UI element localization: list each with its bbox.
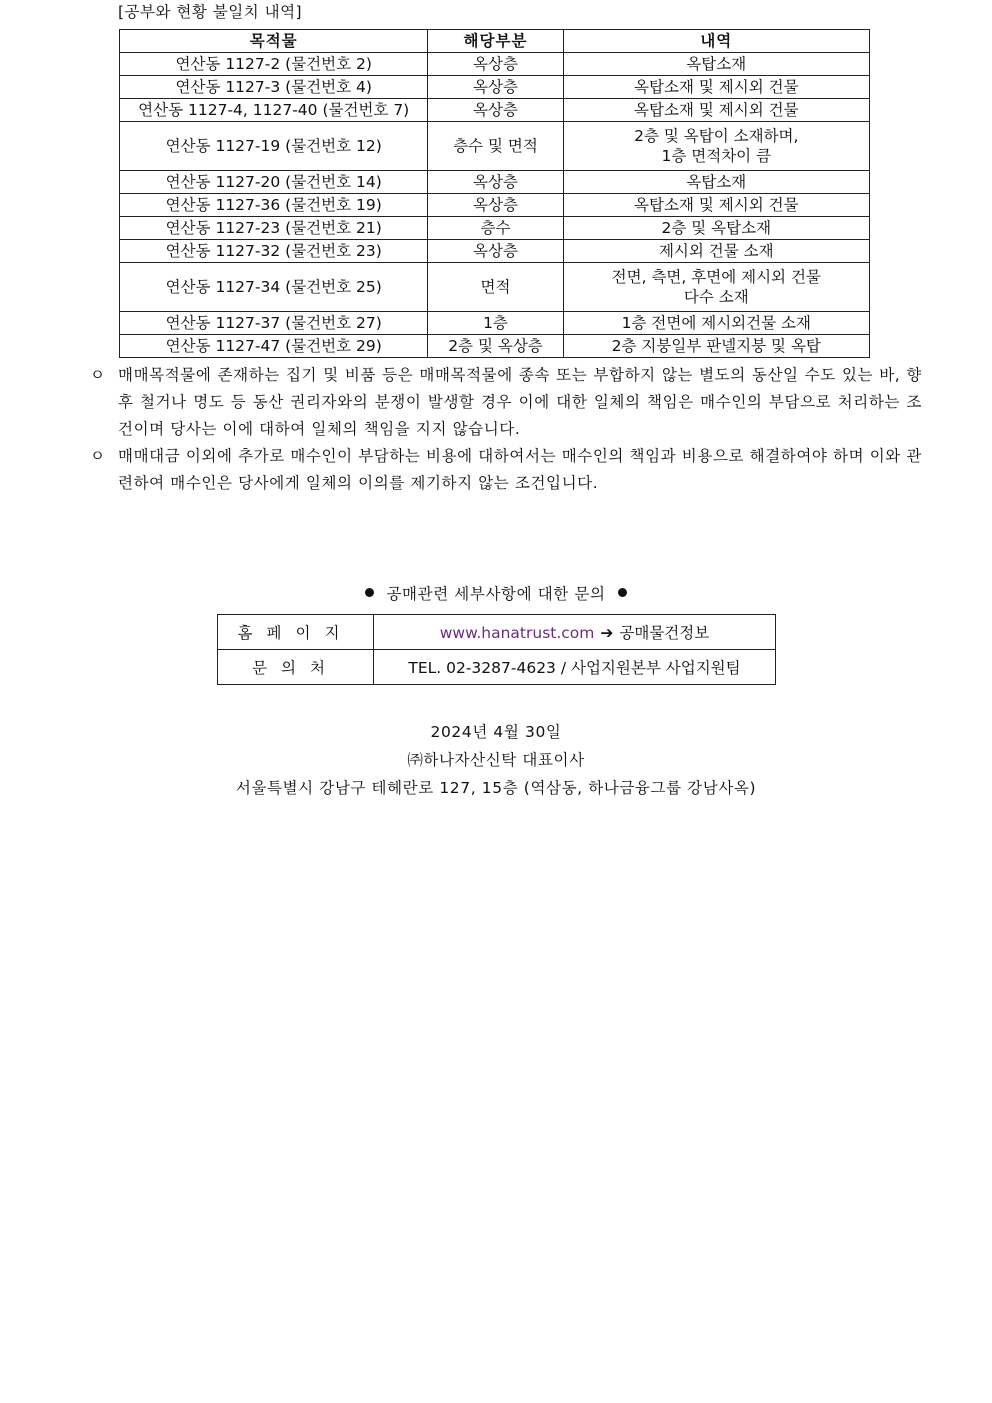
cell-target: 연산동 1127-47 (물건번호 29) [120, 335, 428, 358]
mismatch-table [119, 29, 870, 358]
cell-target: 연산동 1127-37 (물건번호 27) [120, 312, 428, 335]
table-row [120, 240, 870, 263]
contact-label: 문의처 [218, 650, 374, 685]
cell-target: 연산동 1127-34 (물건번호 25) [120, 263, 428, 312]
cell-part: 옥상층 [428, 194, 563, 217]
table-row [120, 194, 870, 217]
contact-table [217, 614, 776, 685]
cell-part: 층수 [428, 217, 563, 240]
table-row [120, 122, 870, 171]
cell-detail-line: 옥탑소재 및 제시외 건물 [634, 196, 799, 214]
table-row [120, 335, 870, 358]
cell-part: 1층 [428, 312, 563, 335]
header-detail: 내역 [563, 30, 869, 53]
cell-detail-line: 2층 지붕일부 판넬지붕 및 옥탑 [611, 337, 821, 355]
note-item [90, 443, 922, 497]
cell-detail [563, 99, 869, 122]
cell-detail [563, 122, 869, 171]
bullet-dot-icon [618, 588, 627, 597]
footer-date: 2024년 4월 30일 [430, 723, 562, 741]
cell-part: 옥상층 [428, 76, 563, 99]
cell-target: 연산동 1127-32 (물건번호 23) [120, 240, 428, 263]
cell-detail [563, 240, 869, 263]
inquiry-title [0, 582, 992, 604]
cell-detail-line: 옥탑소재 및 제시외 건물 [634, 101, 799, 119]
cell-part: 층수 및 면적 [428, 122, 563, 171]
bullet-icon: ㅇ [90, 366, 106, 384]
cell-detail-line: 옥탑소재 및 제시외 건물 [634, 78, 799, 96]
footer-company: ㈜하나자산신탁 대표이사 [407, 751, 585, 769]
cell-part: 옥상층 [428, 240, 563, 263]
contact-row-homepage [218, 615, 776, 650]
table-row [120, 217, 870, 240]
cell-detail-line: 2층 및 옥탑소재 [661, 219, 772, 237]
cell-target: 연산동 1127-3 (물건번호 4) [120, 76, 428, 99]
cell-detail-line: 옥탑소재 [686, 173, 747, 191]
table-body [120, 53, 870, 358]
header-part: 해당부분 [428, 30, 563, 53]
cell-target: 연산동 1127-4, 1127-40 (물건번호 7) [120, 99, 428, 122]
notes [90, 362, 922, 497]
note-text: 매매대금 이외에 추가로 매수인이 부담하는 비용에 대하여서는 매수인의 책임과 비용으로 해결하여야 하며 이와 관련하여 매수인은 당사에게 일체의 이의를 제기하지 않는 조건입니다. [118, 447, 922, 492]
cell-part: 옥상층 [428, 171, 563, 194]
table-row [120, 312, 870, 335]
contact-row-phone [218, 650, 776, 685]
table-row [120, 263, 870, 312]
cell-detail-line: 1층 전면에 제시외건물 소재 [621, 314, 811, 332]
note-item [90, 362, 922, 443]
cell-detail-line: 2층 및 옥탑이 소재하며, [634, 127, 799, 145]
cell-detail-line: 제시외 건물 소재 [658, 242, 774, 260]
table-row [120, 76, 870, 99]
cell-target: 연산동 1127-19 (물건번호 12) [120, 122, 428, 171]
homepage-menu: 공매물건정보 [619, 624, 710, 642]
cell-detail [563, 263, 869, 312]
table-header-row [120, 30, 870, 53]
cell-target: 연산동 1127-20 (물건번호 14) [120, 171, 428, 194]
cell-part: 옥상층 [428, 99, 563, 122]
cell-detail [563, 53, 869, 76]
contact-value: TEL. 02-3287-4623 / 사업지원본부 사업지원팀 [374, 650, 776, 685]
bullet-icon: ㅇ [90, 447, 106, 465]
cell-detail [563, 194, 869, 217]
cell-target: 연산동 1127-36 (물건번호 19) [120, 194, 428, 217]
cell-part: 옥상층 [428, 53, 563, 76]
section-label: [공부와 현황 불일치 내역] [118, 3, 303, 21]
cell-part: 면적 [428, 263, 563, 312]
cell-detail-line: 다수 소재 [683, 288, 749, 306]
arrow-right-icon: ➔ [600, 624, 614, 642]
cell-target: 연산동 1127-2 (물건번호 2) [120, 53, 428, 76]
homepage-label: 홈페이지 [218, 615, 374, 650]
cell-detail [563, 217, 869, 240]
homepage-value [374, 615, 776, 650]
cell-detail-line: 전면, 측면, 후면에 제시외 건물 [611, 268, 821, 286]
homepage-link[interactable]: www.hanatrust.com [439, 624, 595, 642]
cell-detail-line: 옥탑소재 [686, 55, 747, 73]
note-text: 매매목적물에 존재하는 집기 및 비품 등은 매매목적물에 종속 또는 부합하지 않는 별도의 동산일 수도 있는 바, 향후 철거나 명도 등 동산 권리자와의 분쟁이 발생할 경우 이에 대한 일체의 책임은 매수인의 부담으로 처리하는 조건이며 당사는 이에 대하여 일체의 책임을 지지 않습니다. [118, 366, 922, 438]
table-row [120, 53, 870, 76]
table-row [120, 99, 870, 122]
cell-detail [563, 76, 869, 99]
cell-target: 연산동 1127-23 (물건번호 21) [120, 217, 428, 240]
bullet-dot-icon [365, 588, 374, 597]
cell-part: 2층 및 옥상층 [428, 335, 563, 358]
cell-detail [563, 335, 869, 358]
header-target: 목적물 [120, 30, 428, 53]
cell-detail-line: 1층 면적차이 큼 [661, 147, 772, 165]
footer-address: 서울특별시 강남구 테헤란로 127, 15층 (역삼동, 하나금융그룹 강남사옥) [235, 779, 757, 797]
cell-detail [563, 312, 869, 335]
cell-detail [563, 171, 869, 194]
inquiry-title-text: 공매관련 세부사항에 대한 문의 [386, 585, 606, 603]
table-row [120, 171, 870, 194]
